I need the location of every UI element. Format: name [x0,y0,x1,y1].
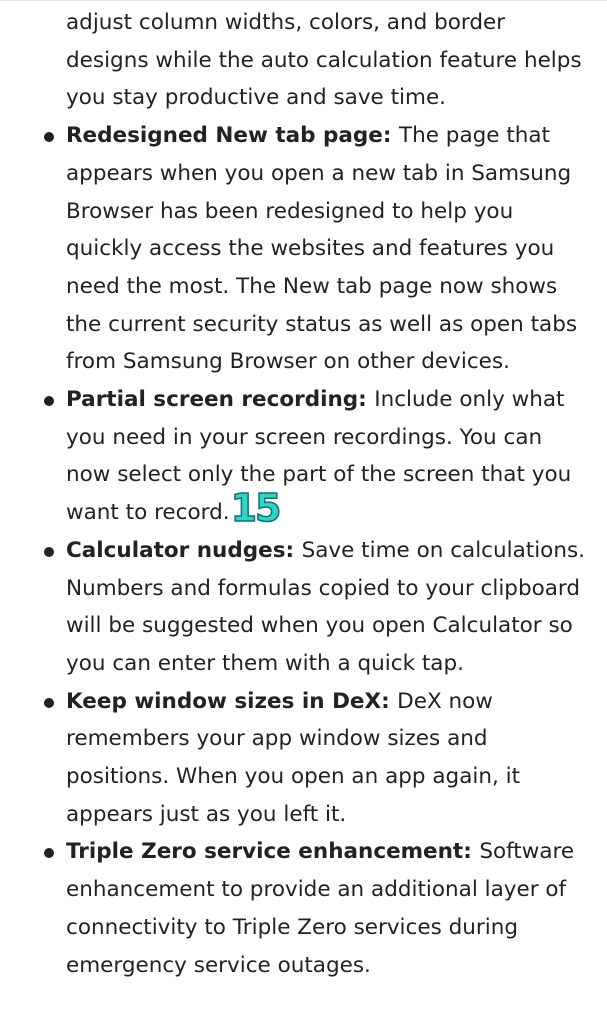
feature-title: Partial screen recording: [66,387,375,413]
feature-title: Calculator nudges: [66,537,302,563]
feature-description: The page that appears when you open a new tab in Samsung Browser has been redesigned to help you quickly access the websites and features you need the most. The New tab page now shows the current security status as well as open tabs from Samsung Browser on other devices. [66,123,578,375]
bullet-icon [44,132,54,142]
bullet-icon [44,547,54,557]
feature-item-calculator-nudges [0,532,607,683]
feature-description: DeX now remembers your app window sizes and positions. When you open an app again, it appears just as you left it. [66,688,521,827]
feature-title: Redesigned New tab page: [66,123,399,149]
feature-item-partial-screen-recording [0,381,607,532]
feature-list [0,117,607,984]
top-divider [0,0,607,1]
feature-title: Keep window sizes in DeX: [66,688,398,714]
bullet-icon [44,848,54,858]
feature-title: Triple Zero service enhancement: [66,839,480,865]
number-badge: 15 [230,486,280,531]
feature-description: Save time on calculations. Numbers and formulas copied to your clipboard will be suggested when you open Calculator so you can enter them with a quick tap. [66,537,585,676]
article-content [0,4,607,984]
feature-item-new-tab-page [0,117,607,381]
feature-description: Include only what you need in your screen recordings. You can now select only the part of the screen that you want to record. [66,387,572,526]
feature-item-triple-zero-enhancement [0,833,607,984]
intro-continuation-text: adjust column widths, colors, and border designs while the auto calculation feature helps you stay productive and save time. [66,10,582,111]
bullet-icon [44,698,54,708]
bullet-icon [44,396,54,406]
feature-item-keep-window-sizes-dex [0,683,607,834]
feature-description: Software enhancement to provide an additional layer of connectivity to Triple Zero services during emergency service outages. [66,839,575,978]
